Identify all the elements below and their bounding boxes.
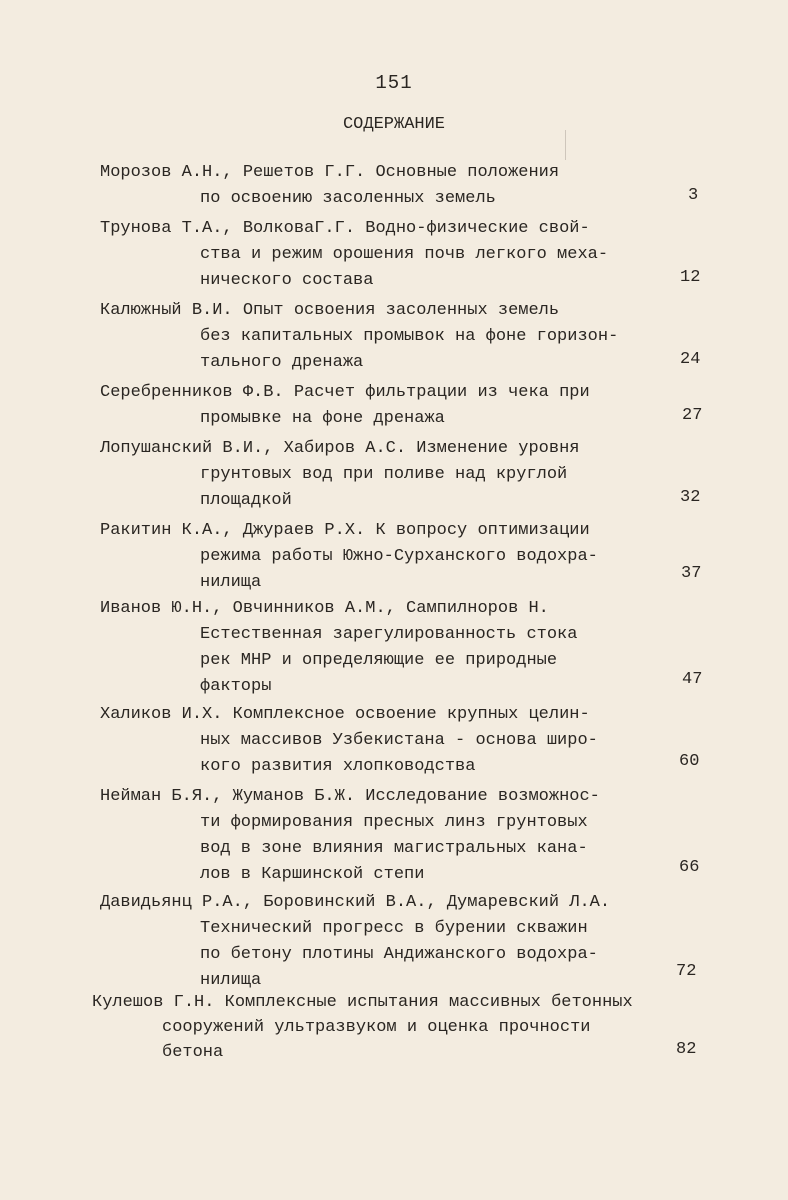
toc-entry-line: ства и режим орошения почв легкого меха- (200, 245, 609, 264)
toc-entry-page: 24 (680, 350, 701, 369)
toc-entry-line: площадкой (200, 491, 292, 510)
toc-entry-page: 32 (680, 488, 701, 507)
toc-entry-line: Кулешов Г.Н. Комплексные испытания массивных бетонных (92, 993, 633, 1012)
toc-entry-line: без капитальных промывок на фоне горизон- (200, 327, 619, 346)
toc-entry-line: лов в Каршинской степи (200, 865, 425, 884)
toc-entry-line: Давидьянц Р.А., Боровинский В.А., Думаревский Л.А. (100, 893, 611, 912)
page-number: 151 (375, 72, 413, 94)
toc-entry-line: вод в зоне влияния магистральных кана- (200, 839, 588, 858)
page-title: СОДЕРЖАНИЕ (342, 115, 446, 134)
toc-entry-line: Технический прогресс в бурении скважин (200, 919, 588, 938)
toc-entry-line: факторы (200, 677, 272, 696)
toc-entry-line: Халиков И.Х. Комплексное освоение крупных целин- (100, 705, 590, 724)
toc-entry-line: рек МНР и определяющие ее природные (200, 651, 558, 670)
toc-entry-line: Трунова Т.А., ВолковаГ.Г. Водно-физические свой- (100, 219, 590, 238)
toc-entry-line: нического состава (200, 271, 374, 290)
toc-entry-line: ти формирования пресных линз грунтовых (200, 813, 588, 832)
toc-entry-line: Калюжный В.И. Опыт освоения засоленных земель (100, 301, 560, 320)
toc-entry-line: сооружений ультразвуком и оценка прочности (162, 1018, 591, 1037)
toc-entry-page: 12 (680, 268, 701, 287)
toc-entry-line: Естественная зарегулированность стока (200, 625, 578, 644)
toc-entry-line: нилища (200, 971, 262, 990)
toc-entry-page: 72 (676, 962, 697, 981)
toc-entry-page: 47 (682, 670, 703, 689)
toc-entry-line: ных массивов Узбекистана - основа широ- (200, 731, 598, 750)
toc-entry-line: кого развития хлопководства (200, 757, 476, 776)
toc-entry-page: 60 (679, 752, 700, 771)
toc-entry-page: 27 (682, 406, 703, 425)
toc-entry-line: режима работы Южно-Сурханского водохра- (200, 547, 598, 566)
toc-entry-line: грунтовых вод при поливе над круглой (200, 465, 568, 484)
toc-entry-line: Иванов Ю.Н., Овчинников А.М., Сампилноров Н. (100, 599, 549, 618)
crease-mark (565, 130, 566, 160)
toc-entry-line: нилища (200, 573, 262, 592)
toc-entry-line: Серебренников Ф.В. Расчет фильтрации из чека при (100, 383, 590, 402)
toc-entry-page: 66 (679, 858, 700, 877)
toc-entry-page: 3 (688, 186, 699, 205)
toc-entry-page: 82 (676, 1040, 697, 1059)
toc-entry-line: по бетону плотины Андижанского водохра- (200, 945, 598, 964)
toc-entry-page: 37 (681, 564, 702, 583)
toc-entry-line: бетона (162, 1043, 224, 1062)
toc-entry-line: Морозов А.Н., Решетов Г.Г. Основные положения (100, 163, 560, 182)
toc-entry-line: тального дренажа (200, 353, 364, 372)
toc-entry-line: Лопушанский В.И., Хабиров А.С. Изменение уровня (100, 439, 580, 458)
toc-entry-line: Нейман Б.Я., Жуманов Б.Ж. Исследование возможнос- (100, 787, 600, 806)
toc-entry-line: промывке на фоне дренажа (200, 409, 445, 428)
toc-entry-line: Ракитин К.А., Джураев Р.Х. К вопросу оптимизации (100, 521, 590, 540)
toc-entry-line: по освоению засоленных земель (200, 189, 496, 208)
